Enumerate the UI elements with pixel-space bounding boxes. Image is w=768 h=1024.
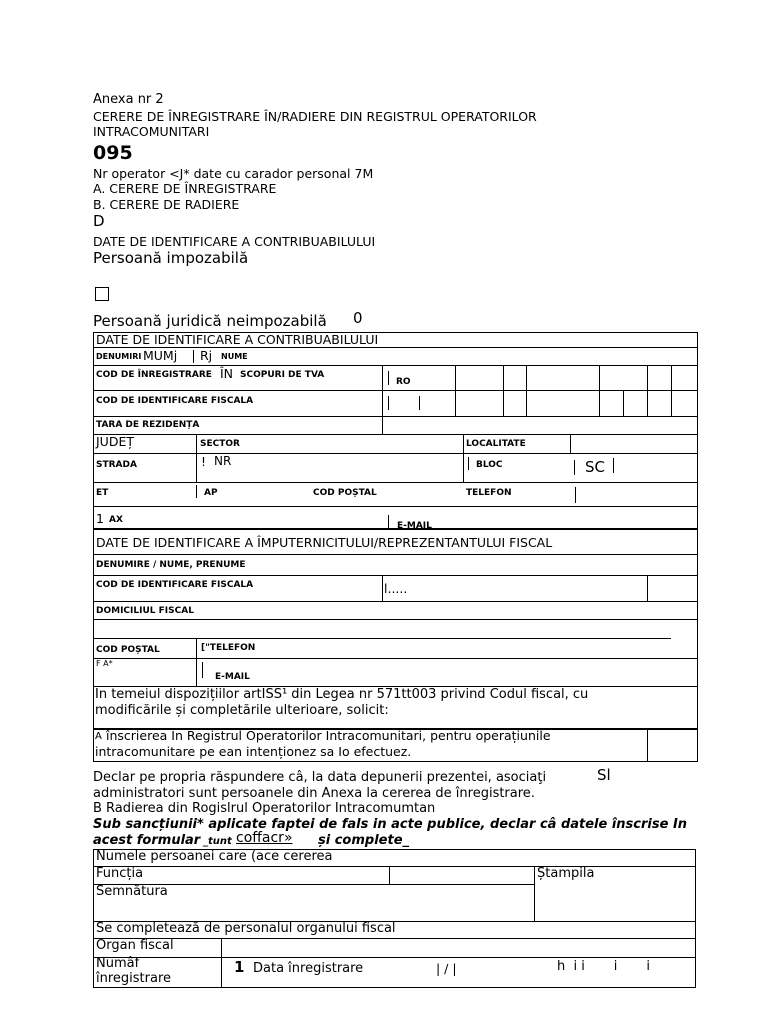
declaration-line5-b: _tunt (203, 836, 232, 847)
fiscal-body-label: Organ fiscal (96, 938, 174, 953)
vat-code-label-a: COD DE ÎNREGISTRARE (96, 370, 212, 380)
name-label-nume: NUME (221, 352, 248, 361)
stamp-label: Ștampila (537, 866, 595, 881)
operator-number-label: Nr operator <J* date cu carador personal 7M (93, 166, 374, 181)
registration-date-label: Data înregistrare (253, 961, 364, 976)
option-b-deregistration: B. CERERE DE RADIERE (93, 197, 240, 212)
legal-basis-line1: In temeiul dispozițiilor artISS¹ din Legea nr 571tt003 privind Codul fiscal, cu (95, 687, 589, 702)
signature-label: Semnătura (96, 884, 168, 899)
registration-option-checkbox[interactable] (648, 730, 697, 761)
fax-label: AX (109, 515, 123, 525)
representative-email-label: E-MAIL (215, 672, 250, 682)
declaration-line2: administratori sunt persoanele din Anexa la cererea de înregistrare. (93, 786, 535, 801)
registration-number-label-1: Numâf (96, 956, 140, 971)
vat-code-label-b: ÎN (220, 366, 234, 381)
declaration-line5-c: coffacr» (236, 830, 293, 846)
floor-label: ET (96, 488, 109, 498)
representative-fiscal-code-label: COD DE IDENTIFICARE FISCALA (96, 580, 254, 590)
sc-label: SC (585, 458, 605, 476)
form-title-line1: CERERE DE ÎNREGISTRARE ÎN/RADIERE DIN REGISTRUL OPERATORILOR (93, 109, 537, 124)
bloc-label: BLOC (476, 460, 503, 470)
form-code: 095 (93, 142, 133, 164)
declaration-line4: Sub sancțiunii* aplicate faptei de fals in acte publice, declar câ datele înscrise In (93, 817, 688, 832)
representative-phone-label: ["TELEFON (201, 643, 256, 653)
annex-label: Anexa nr 2 (93, 92, 164, 107)
registration-option-line2: intracomunitare pe ean intenționez sa Io efectuez. (95, 744, 412, 759)
name-label-mid: MUMj (143, 348, 178, 363)
name-label-rj: Rj (200, 348, 213, 363)
nr-mark: ! (201, 454, 207, 469)
representative-section-title: DATE DE IDENTIFICARE A ÎMPUTERNICITULUI/REPREZENTANTULUI FISCAL (96, 535, 553, 550)
taxpayer-table (93, 332, 698, 529)
section-identification-heading: DATE DE IDENTIFICARE A CONTRIBUABILULUI (93, 234, 376, 249)
street-label: STRADA (96, 460, 137, 470)
representative-fiscal-code-value: l..... (384, 581, 408, 596)
fiscal-domicile-label: DOMICILIUL FISCAL (96, 606, 194, 616)
taxpayer-section-title: DATE DE IDENTIFICARE A CONTRIBUABILULUI (96, 332, 379, 347)
registration-number-label-2: înregistrare (96, 971, 172, 986)
official-section-label: Se completează de personalul organului fiscal (96, 921, 396, 936)
representative-fax-label: F A* (96, 659, 113, 668)
non-taxable-legal-person-label: Persoană juridică neimpozabilă (93, 312, 327, 330)
sector-label: SECTOR (200, 439, 240, 449)
function-label: Funcția (96, 866, 144, 881)
ro-prefix: RO (396, 377, 411, 387)
non-taxable-checkbox-mark[interactable]: 0 (353, 309, 363, 327)
registration-number-value: 1 (234, 958, 245, 976)
county-label: JUDEȚ (96, 434, 134, 449)
taxable-person-label: Persoană impozabilă (93, 249, 249, 267)
person-name-label: Numele persoanei care (ace cererea (96, 849, 333, 864)
nr-label: NR (214, 454, 232, 468)
ap-label: AP (204, 488, 218, 498)
registration-option-line1: înscrierea In Registrul Operatorilor Intracomunitari, pentru operațiunile (106, 728, 551, 743)
postal-code-label: COD POȘTAL (313, 488, 377, 498)
declaration-line5-a: acest formular (93, 833, 201, 848)
representative-postal-label: COD POȘTAL (96, 645, 160, 655)
registration-date-marks: | / | (436, 961, 457, 976)
mark-d: D (93, 212, 105, 230)
form-title-line2: INTRACOMUNITARI (93, 124, 210, 139)
declaration-line1: Declar pe propria răspundere câ, la data depunerii prezentei, asociaţi (93, 770, 547, 785)
representative-name-label: DENUMIRE / NUME, PRENUME (96, 560, 246, 570)
email-label: E-MAIL (397, 521, 432, 531)
declaration-line1-sl: Sl (597, 766, 611, 784)
option-a-registration: A. CERERE DE ÎNREGISTRARE (93, 181, 277, 196)
name-label-small: DENUMIRI (96, 352, 142, 361)
fiscal-code-label: COD DE IDENTIFICARE FISCALA (96, 396, 254, 406)
registration-option-mark: A (95, 731, 102, 742)
phone-label: TELEFON (466, 488, 512, 498)
fax-mark: 1 (96, 511, 104, 526)
declaration-line5-d: și complete_ (318, 833, 410, 848)
taxable-person-checkbox[interactable] (95, 287, 109, 301)
deregistration-option: B Radierea din Rogislrul Operatorilor Intracomumtan (93, 801, 436, 816)
vat-code-label-c: SCOPURI DE TVA (240, 370, 325, 380)
locality-label: LOCALITATE (466, 439, 526, 449)
residence-country-label: TARA DE REZIDENȚA (96, 420, 200, 430)
legal-basis-line2: modificările și completările ulterioare, solicit: (95, 703, 389, 718)
trailing-marks: h i i i i (557, 959, 650, 974)
